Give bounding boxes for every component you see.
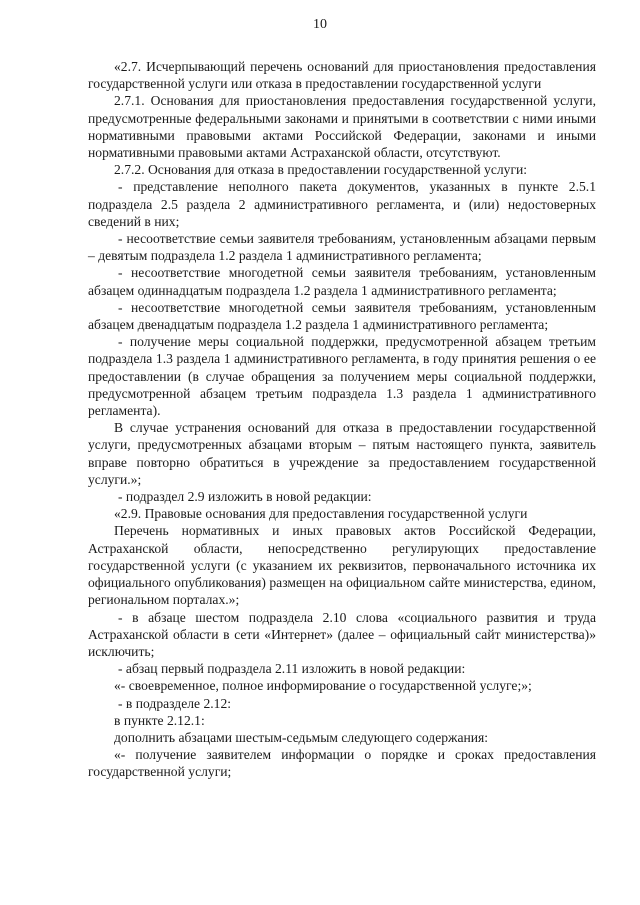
list-item-support-received: - получение меры социальной поддержки, предусмотренной абзацем третьим подраздела 1.3 раздела 1 административного регламента, в году принятия решения о ее предоставлении (в случае обращения за получением меры социальной поддержки, предусмотренной абзацем третьим подраздела 1.3 раздела 1 административного регламента). — [88, 334, 596, 419]
paragraph-2-7-1: 2.7.1. Основания для приостановления предоставления государственной услуги, предусмотренные федеральными законами и принятыми в соответствии с ними иными нормативными правовыми актами Российской Федерации, законами и иными нормативными правовыми актами Астраханской области, отсутствуют. — [88, 93, 596, 161]
document-body — [88, 58, 596, 781]
list-item-subsection-2-11: - абзац первый подраздела 2.11 изложить в новой редакции: — [118, 661, 466, 677]
list-item-incomplete-documents: - представление неполного пакета документов, указанных в пункте 2.5.1 подраздела 2.5 раздела 2 административного регламента, и (или) недостоверных сведений в них; — [88, 179, 596, 229]
paragraph-point-2-12-1: в пункте 2.12.1: — [114, 712, 205, 728]
list-item-family-mismatch: - несоответствие семьи заявителя требованиям, установленным абзацами первым – девятым подраздела 1.2 раздела 1 административного регламента; — [88, 231, 596, 264]
paragraph-2-7-heading: «2.7. Исчерпывающий перечень оснований для приостановления предоставления государственной услуги или отказа в предоставлении государственной услуги — [88, 59, 596, 92]
paragraph-reapply: В случае устранения оснований для отказа в предоставлении государственной услуги, предусмотренных абзацами вторым – пятым настоящего пункта, заявитель вправе повторно обратиться в учреждение за предоставлением государственной услуги.»; — [88, 420, 596, 487]
list-item-large-family-mismatch-12: - несоответствие многодетной семьи заявителя требованиям, установленным абзацем двенадцатым подраздела 1.2 раздела 1 административного регламента; — [88, 299, 596, 333]
paragraph-legal-acts: Перечень нормативных и иных правовых актов Российской Федерации, Астраханской области, непосредственно регулирующих предоставление государственной услуги (с указанием их реквизитов, первоначального источника их официального опубликования) размещен на официальном сайте министерства, едином, региональном порталах.»; — [88, 523, 596, 608]
list-item-subsection-2-10: - в абзаце шестом подраздела 2.10 слова «социального развития и труда Астраханской области в сети «Интернет» (далее – официальный сайт министерства)» исключить; — [88, 609, 596, 659]
paragraph-add-paragraphs: дополнить абзацами шестым-седьмым следующего содержания: — [114, 729, 489, 745]
list-item-large-family-mismatch-11: - несоответствие многодетной семьи заявителя требованиям, установленным абзацем одиннадцатым подраздела 1.2 раздела 1 административного регламента; — [88, 265, 596, 298]
paragraph-2-9-heading: «2.9. Правовые основания для предоставления государственной услуги — [114, 506, 528, 522]
paragraph-2-7-2: 2.7.2. Основания для отказа в предоставлении государственной услуги: — [114, 162, 528, 178]
paragraph-informing: «- своевременное, полное информирование о государственной услуге;»; — [114, 678, 532, 694]
list-item-subsection-2-12: - в подразделе 2.12: — [118, 695, 232, 711]
list-item-subsection-2-9: - подраздел 2.9 изложить в новой редакции: — [118, 489, 372, 505]
page-number: 10 — [313, 17, 327, 32]
paragraph-info-order: «- получение заявителем информации о порядке и сроках предоставления государственной услуги; — [88, 747, 596, 780]
